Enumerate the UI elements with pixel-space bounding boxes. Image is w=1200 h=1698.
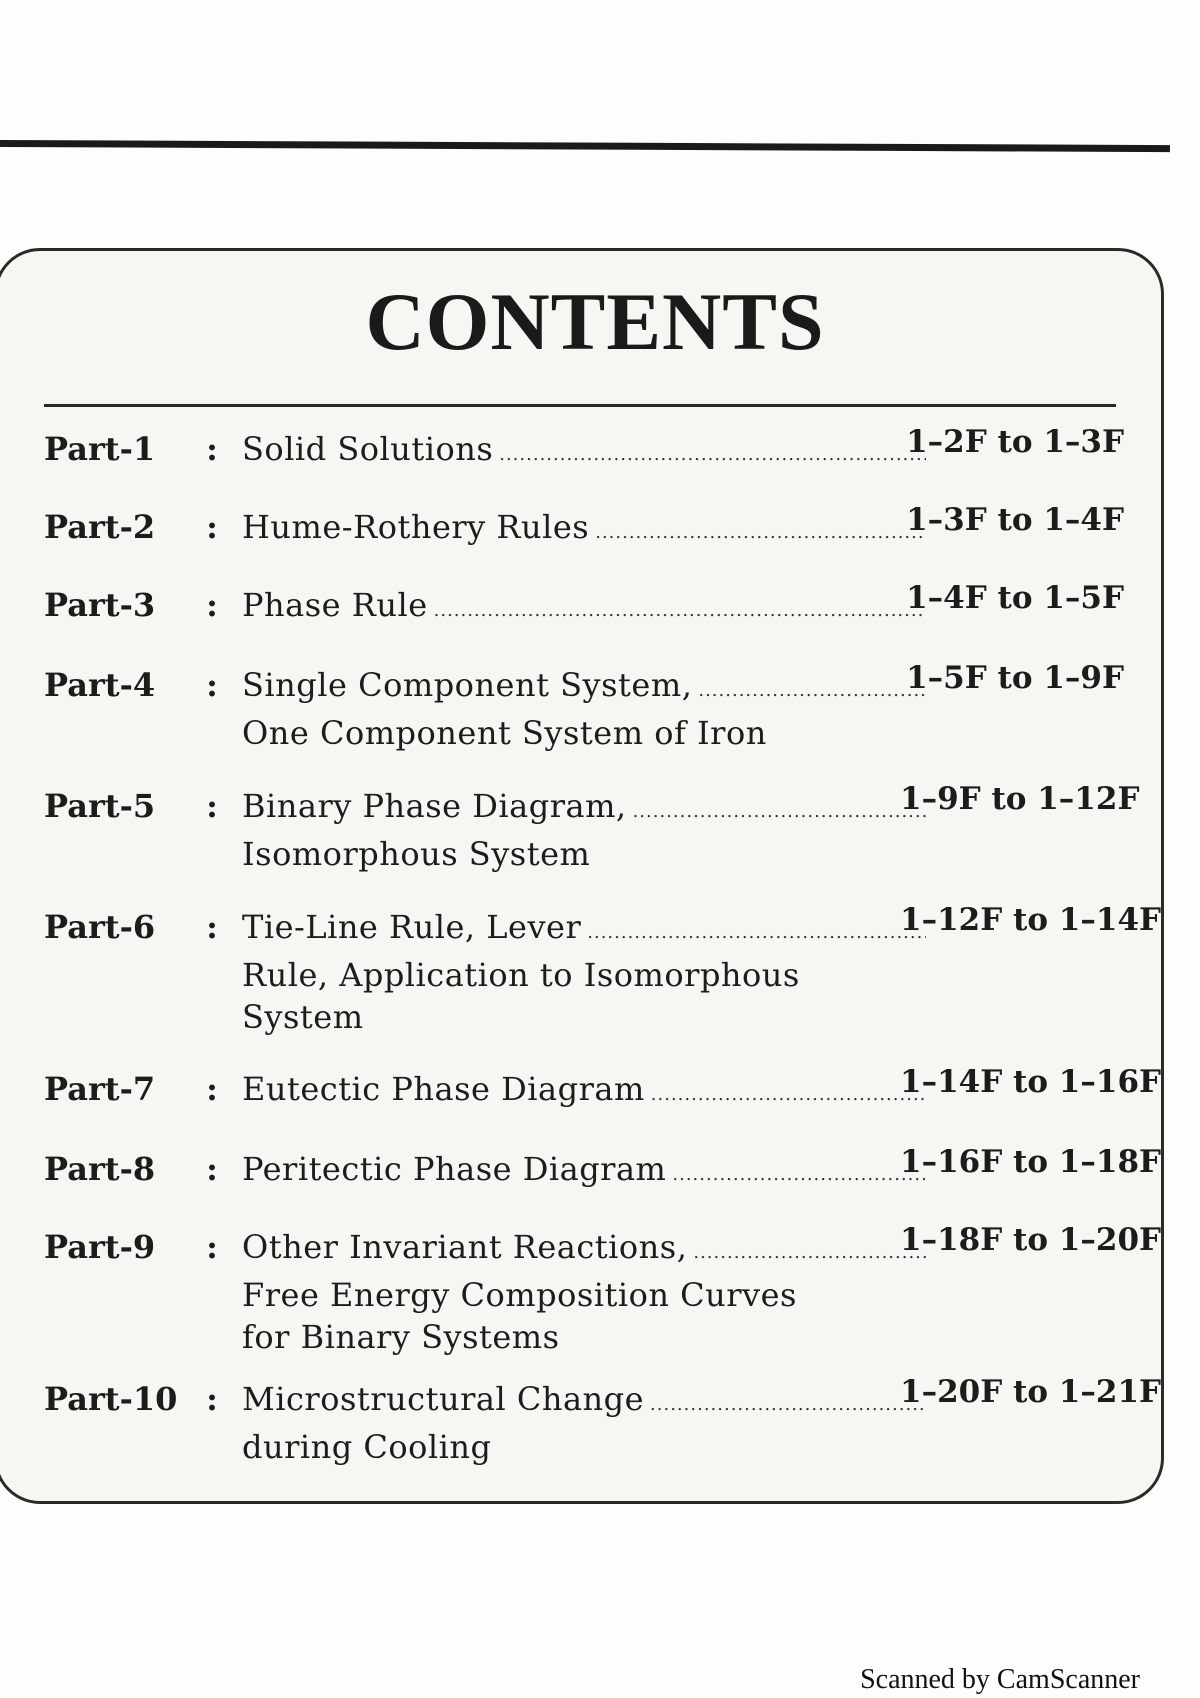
toc-entry: [44, 896, 1162, 1036]
entry-title: [242, 428, 932, 476]
entry-title: [242, 1068, 932, 1116]
separator: :: [206, 1380, 218, 1418]
entry-title-line: Phase Rule: [242, 586, 428, 624]
separator: :: [206, 430, 218, 468]
heading-divider: [44, 404, 1116, 407]
entry-title: [242, 664, 932, 754]
entry-title-line: Binary Phase Diagram,: [242, 787, 627, 825]
entry-title: [242, 584, 932, 632]
separator: :: [206, 787, 218, 825]
entry-title-continuation: System: [242, 998, 364, 1036]
toc-entry: [44, 1216, 1162, 1356]
entry-title-line: Eutectic Phase Diagram: [242, 1070, 645, 1108]
entry-title-continuation: Isomorphous System: [242, 835, 591, 873]
separator: :: [206, 1070, 218, 1108]
page-range: 1–20F to 1–21F: [900, 1374, 1162, 1410]
separator: :: [206, 908, 218, 946]
entry-title: [242, 906, 932, 1038]
entry-title: [242, 1148, 932, 1196]
dot-leader: [499, 434, 926, 476]
page-range: 1–5F to 1–9F: [906, 660, 1124, 696]
scanner-watermark: Scanned by CamScanner: [860, 1664, 1140, 1695]
entry-title-line: Other Invariant Reactions,: [242, 1228, 688, 1266]
page-range: 1–9F to 1–12F: [900, 781, 1140, 817]
toc-entry: [44, 1368, 1162, 1508]
page-range: 1–4F to 1–5F: [906, 580, 1124, 616]
entry-title-line: Microstructural Change: [242, 1380, 645, 1418]
entry-title-continuation: Rule, Application to Isomorphous: [242, 956, 800, 994]
page-range: 1–14F to 1–16F: [900, 1064, 1162, 1100]
part-number: Part-3: [44, 586, 156, 624]
entry-title-line: Tie-Line Rule, Lever: [242, 908, 582, 946]
page-range: 1–2F to 1–3F: [906, 424, 1124, 460]
separator: :: [206, 1150, 218, 1188]
entry-title: [242, 1378, 932, 1468]
entry-title-continuation: during Cooling: [242, 1428, 492, 1466]
part-number: Part-6: [44, 908, 156, 946]
page-range: 1–18F to 1–20F: [900, 1222, 1162, 1258]
dot-leader: [651, 1074, 926, 1116]
entry-title-line: Solid Solutions: [242, 430, 494, 468]
page-range: 1–3F to 1–4F: [906, 502, 1124, 538]
top-rule: [0, 140, 1170, 152]
entry-title-continuation: Free Energy Composition Curves: [242, 1276, 797, 1314]
dot-leader: [434, 590, 926, 632]
entry-title-line: Single Component System,: [242, 666, 693, 704]
dot-leader: [595, 512, 926, 554]
page-range: 1–12F to 1–14F: [900, 902, 1162, 938]
dot-leader: [698, 670, 926, 712]
contents-heading: CONTENTS: [365, 276, 825, 367]
part-number: Part-1: [44, 430, 156, 468]
dot-leader: [587, 912, 926, 954]
toc-entry: [44, 775, 1140, 915]
part-number: Part-7: [44, 1070, 156, 1108]
separator: :: [206, 1228, 218, 1266]
entry-title: [242, 1226, 932, 1358]
entry-title-line: Hume-Rothery Rules: [242, 508, 590, 546]
page-range: 1–16F to 1–18F: [900, 1144, 1162, 1180]
entry-title-line: Peritectic Phase Diagram: [242, 1150, 667, 1188]
part-number: Part-2: [44, 508, 156, 546]
part-number: Part-8: [44, 1150, 156, 1188]
entry-title: [242, 785, 932, 875]
separator: :: [206, 586, 218, 624]
dot-leader: [650, 1384, 926, 1426]
part-number: Part-4: [44, 666, 156, 704]
dot-leader: [672, 1154, 926, 1196]
entry-title-continuation: One Component System of Iron: [242, 714, 767, 752]
part-number: Part-10: [44, 1380, 178, 1418]
part-number: Part-9: [44, 1228, 156, 1266]
part-number: Part-5: [44, 787, 156, 825]
dot-leader: [633, 791, 926, 833]
entry-title: [242, 506, 932, 554]
entry-title-continuation: for Binary Systems: [242, 1318, 560, 1356]
toc-entry: [44, 654, 1124, 794]
dot-leader: [693, 1232, 926, 1274]
separator: :: [206, 508, 218, 546]
separator: :: [206, 666, 218, 704]
